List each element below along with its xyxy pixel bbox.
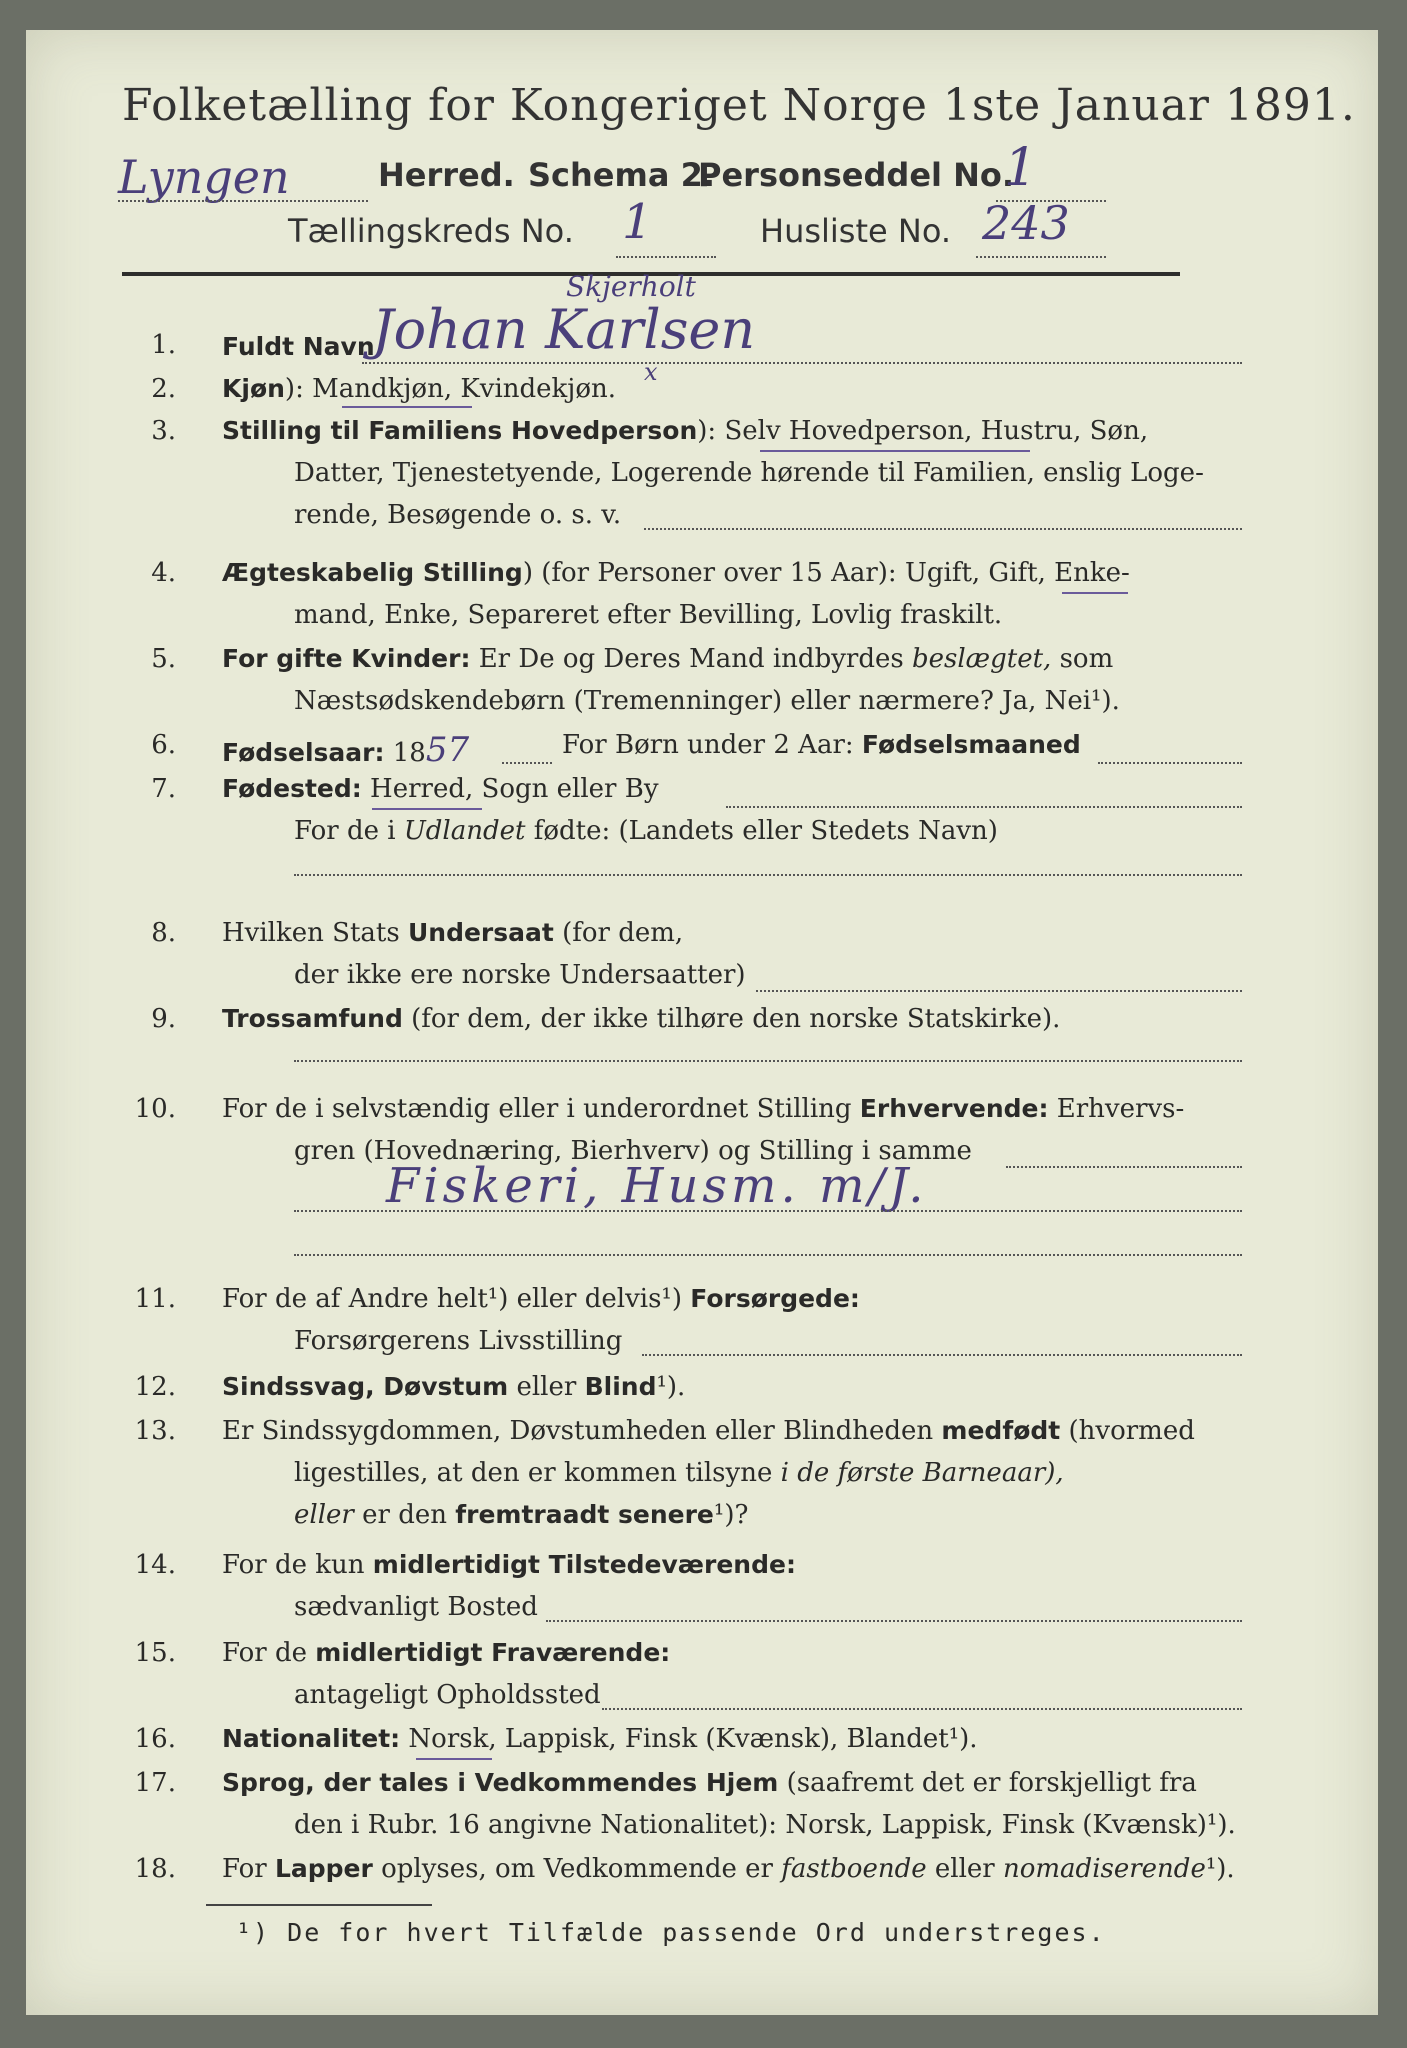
q2-options: ): Mandkjøn, Kvindekjøn. <box>284 374 617 404</box>
q13-line3-italic: eller <box>294 1500 354 1530</box>
q10-answer-occupation: Fiskeri, Husm. m/J. <box>386 1158 928 1214</box>
q15-line2: antageligt Opholdssted <box>294 1680 601 1710</box>
q17-label: Sprog, der tales i Vedkommendes Hjem <box>222 1768 779 1797</box>
q18-italic2: nomadiserende <box>1003 1854 1206 1884</box>
q10-line2: gren (Hovednæring, Bierhverv) og Stilling i samme <box>294 1136 972 1166</box>
q5-label: For gifte Kvinder: <box>222 644 471 673</box>
q18-rest: oplyses, om Vedkommende er <box>381 1854 773 1884</box>
q17-number: 17. <box>134 1768 176 1798</box>
q2-mark: x <box>644 358 658 386</box>
q16-number: 16. <box>134 1724 176 1754</box>
q7-options: Herred, Sogn eller By <box>370 774 659 804</box>
q5-text-end: som <box>1059 644 1114 674</box>
schema-label: Schema 2. <box>528 156 715 194</box>
q17-line2: den i Rubr. 16 angivne Nationalitet): Norsk, Lappisk, Finsk (Kvænsk)¹). <box>294 1810 1236 1840</box>
q8-line2: der ikke ere norske Undersaatter) <box>294 960 746 990</box>
q13-rest: (hvormed <box>1068 1416 1195 1446</box>
q12-label: Sindssvag, Døvstum <box>222 1372 509 1401</box>
form-title: Folketælling for Kongeriget Norge 1ste Januar 1891. <box>122 80 1356 131</box>
personseddel-number: 1 <box>1004 138 1038 198</box>
q8-number: 8. <box>151 918 176 948</box>
q8-pre: Hvilken Stats <box>222 918 400 948</box>
q13-line3a: er den <box>362 1500 447 1530</box>
q2-underline-mandkjon <box>342 406 472 408</box>
q9-rest: (for dem, der ikke tilhøre den norske Statskirke). <box>411 1004 1061 1034</box>
personseddel-label: Personseddel No. <box>698 156 1015 194</box>
q15-pre: For de <box>222 1638 307 1668</box>
q16-underline-norsk <box>416 1758 492 1760</box>
q1-label: Fuldt Navn <box>222 332 375 361</box>
q5-line2: Næstsødskendebørn (Tremenninger) eller nærmere? Ja, Nei¹). <box>294 686 1120 716</box>
q3-underline-selv <box>760 450 1030 452</box>
q7-underline-herred <box>372 808 482 810</box>
q18-label: Lapper <box>274 1854 373 1883</box>
q13-number: 13. <box>134 1416 176 1446</box>
herred-label: Herred. <box>378 156 515 194</box>
herred-handwritten: Lyngen <box>118 150 290 204</box>
q10-label: Erhvervende: <box>859 1094 1049 1123</box>
husliste-number: 243 <box>982 196 1070 250</box>
q1-answer-name: Johan Karlsen <box>372 298 756 361</box>
q12-mid: eller <box>516 1372 577 1402</box>
q3-label: Stilling til Familiens Hovedperson <box>222 416 698 445</box>
q6-number: 6. <box>151 730 176 760</box>
q5-text-italic: beslægtet, <box>911 644 1052 674</box>
q10-rest: Erhvervs- <box>1056 1094 1185 1124</box>
q13-line3-bold: fremtraadt senere <box>455 1500 714 1529</box>
q14-number: 14. <box>134 1550 176 1580</box>
q15-label: midlertidigt Fraværende: <box>315 1638 671 1667</box>
q4-options: ) (for Personer over 15 Aar): Ugift, Gift, Enke- <box>522 558 1130 588</box>
q14-pre: For de kun <box>222 1550 365 1580</box>
husliste-label: Husliste No. <box>760 212 951 250</box>
q3-line3: rende, Besøgende o. s. v. <box>294 500 622 530</box>
q7-line2b: fødte: (Landets eller Stedets Navn) <box>533 816 998 846</box>
q7-line2-italic: Udlandet <box>403 816 526 846</box>
q11-label: Forsørgede: <box>690 1284 860 1313</box>
q7-number: 7. <box>151 774 176 804</box>
q13-pre: Er Sindssygdommen, Døvstumheden eller Blindheden <box>222 1416 934 1446</box>
handwritten-note: Skjerholt <box>566 270 696 303</box>
q6-mid: For Børn under 2 Aar: <box>562 730 854 760</box>
q3-number: 3. <box>151 416 176 446</box>
q4-line2: mand, Enke, Separeret efter Bevilling, Lovlig fraskilt. <box>294 600 1003 630</box>
q7-line2a: For de i <box>294 816 396 846</box>
q10-pre: For de i selvstændig eller i underordnet Stilling <box>222 1094 852 1124</box>
q14-label: midlertidigt Tilstedeværende: <box>372 1550 796 1579</box>
footnote-rule <box>206 1904 432 1906</box>
q14-line2: sædvanligt Bosted <box>294 1592 538 1622</box>
q9-label: Trossamfund <box>222 1004 403 1033</box>
q13-label: medfødt <box>941 1416 1061 1445</box>
q16-options: Norsk, Lappisk, Finsk (Kvænsk), Blandet¹). <box>408 1724 978 1754</box>
q11-pre: For de af Andre helt¹) eller delvis¹) <box>222 1284 682 1314</box>
q2-label: Kjøn <box>222 374 285 403</box>
q9-number: 9. <box>151 1004 176 1034</box>
q3-line2: Datter, Tjenestetyende, Logerende hørende til Familien, enslig Loge- <box>294 458 1204 488</box>
q5-text: Er De og Deres Mand indbyrdes <box>478 644 904 674</box>
taellingskreds-number: 1 <box>622 194 653 250</box>
q18-mid: eller <box>934 1854 995 1884</box>
q4-underline-gift <box>1062 592 1128 594</box>
census-form <box>26 30 1378 2015</box>
q8-label: Undersaat <box>407 918 554 947</box>
q13-line2-italic: i de første Barneaar), <box>780 1458 1064 1488</box>
q13-line3c: ¹)? <box>713 1500 749 1530</box>
q12-number: 12. <box>134 1372 176 1402</box>
q11-number: 11. <box>134 1284 176 1314</box>
q4-number: 4. <box>151 558 176 588</box>
q16-label: Nationalitet: <box>222 1724 401 1753</box>
q6-year-answer: 57 <box>425 730 470 770</box>
q6-label: Fødselsaar: <box>222 738 385 767</box>
footnote: ¹) De for hvert Tilfælde passende Ord understreges. <box>236 1918 1106 1947</box>
q6-year-prefix: 18 <box>392 738 426 768</box>
q15-number: 15. <box>134 1638 176 1668</box>
q18-italic1: fastboende <box>781 1854 927 1884</box>
q7-label: Fødested: <box>222 774 362 803</box>
q18-number: 18. <box>134 1854 176 1884</box>
q4-label: Ægteskabelig Stilling <box>222 558 523 587</box>
q11-line2: Forsørgerens Livsstilling <box>294 1326 623 1356</box>
taellingskreds-label: Tællingskreds No. <box>288 212 574 250</box>
q8-rest: (for dem, <box>562 918 684 948</box>
q3-options: ): Selv Hovedperson, Hustru, Søn, <box>697 416 1149 446</box>
q6-label2: Fødselsmaaned <box>861 730 1081 759</box>
q1-number: 1. <box>151 330 176 360</box>
q13-line2a: ligestilles, at den er kommen tilsyne <box>294 1458 773 1488</box>
q10-number: 10. <box>134 1094 176 1124</box>
q12-label2: Blind <box>584 1372 657 1401</box>
q18-pre: For <box>222 1854 267 1884</box>
q17-rest: (saafremt det er forskjelligt fra <box>786 1768 1197 1798</box>
q18-end: ¹). <box>1205 1854 1235 1884</box>
q12-rest: ¹). <box>656 1372 686 1402</box>
q2-number: 2. <box>151 374 176 404</box>
q5-number: 5. <box>151 644 176 674</box>
